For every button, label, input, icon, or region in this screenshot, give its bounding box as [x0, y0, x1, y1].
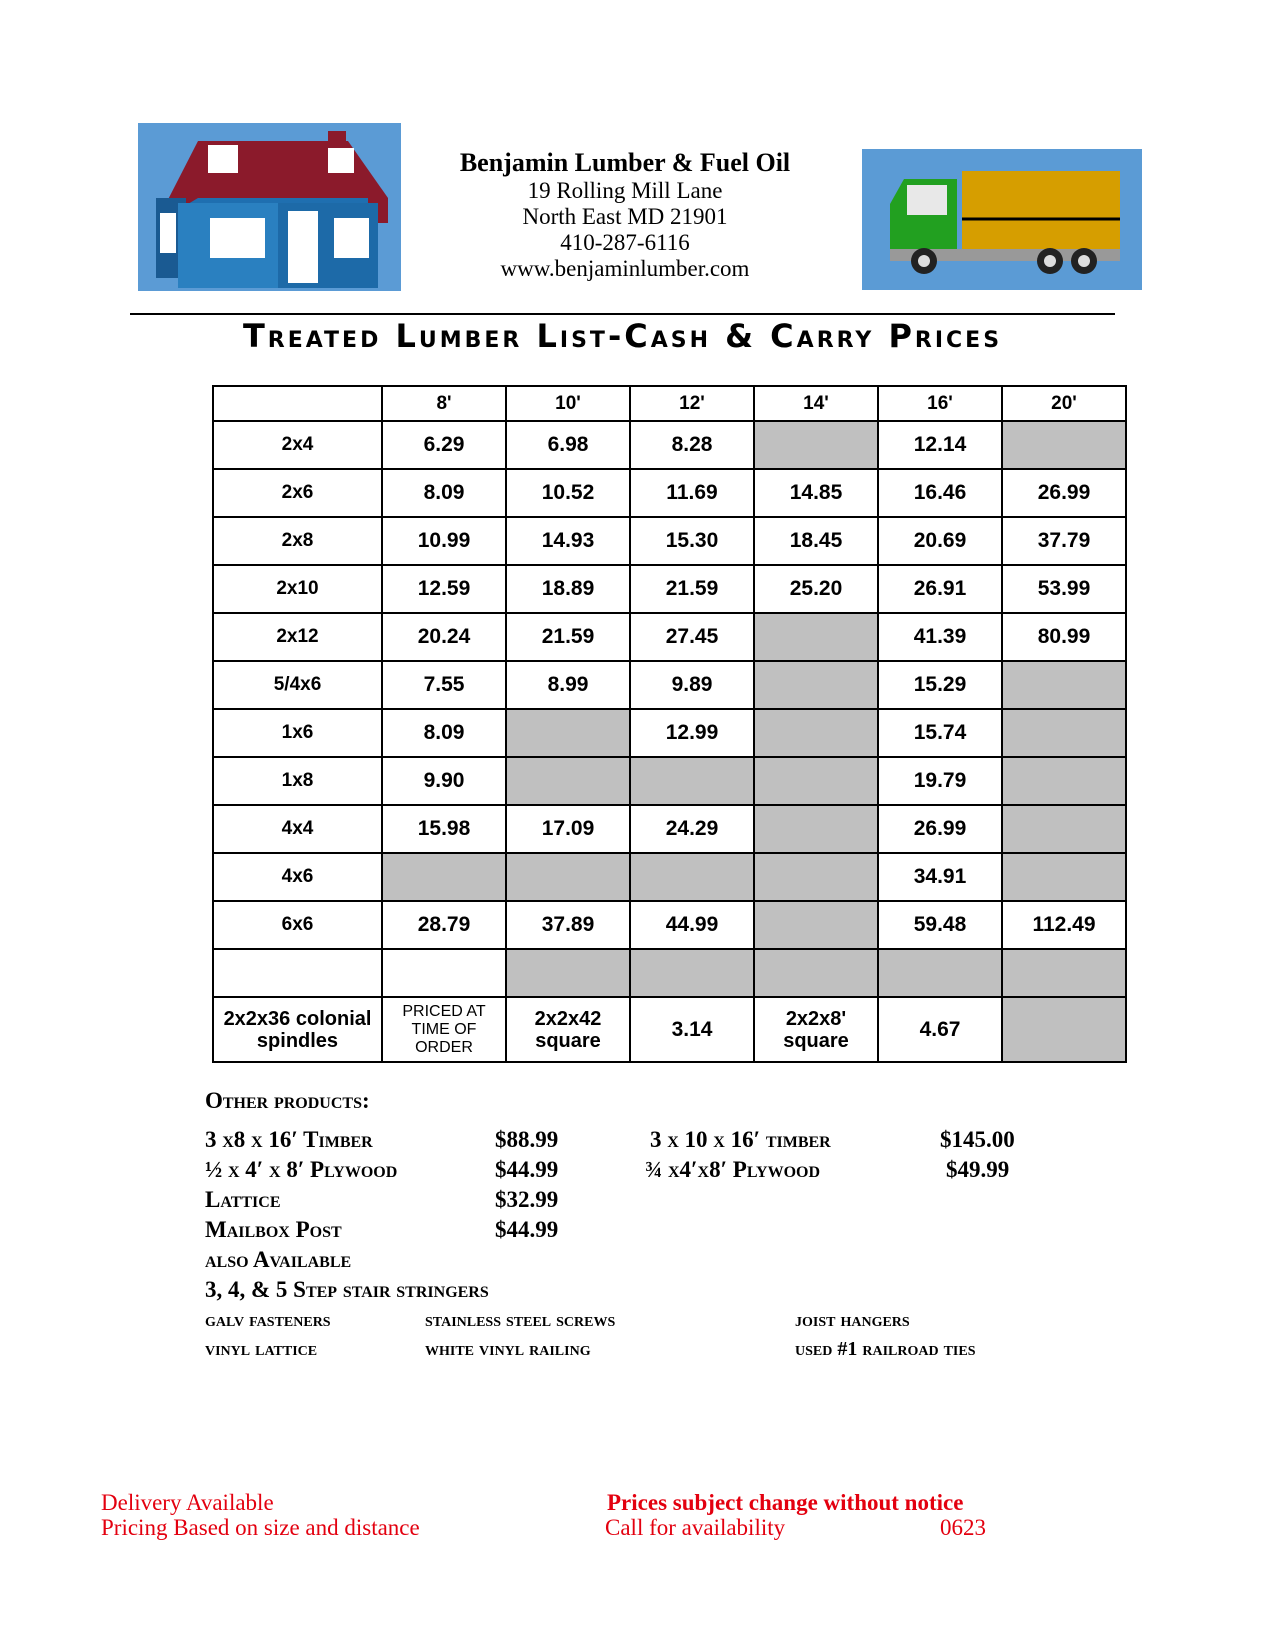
stair-stringers-label: 3, 4, & 5 Step stair stringers — [205, 1277, 489, 1302]
price-cell: 15.30 — [630, 517, 754, 565]
available-item: used #1 railroad ties — [795, 1338, 976, 1360]
table-row — [213, 709, 1126, 757]
price-cell: 10.99 — [382, 517, 506, 565]
price-notice: Prices subject change without notice — [607, 1490, 964, 1515]
price-cell: 9.89 — [630, 661, 754, 709]
price-cell: 27.45 — [630, 613, 754, 661]
table-cell-empty — [1002, 661, 1126, 709]
table-cell-empty — [754, 949, 878, 997]
row-label: 1x6 — [213, 709, 382, 757]
price-cell: 7.55 — [382, 661, 506, 709]
column-header: 8' — [382, 386, 506, 421]
company-website: www.benjaminlumber.com — [500, 256, 750, 281]
availability-note: Call for availability — [605, 1515, 786, 1540]
table-cell-empty — [754, 661, 878, 709]
price-cell: 10.52 — [506, 469, 630, 517]
row-label: 1x8 — [213, 757, 382, 805]
available-item: joist hangers — [795, 1309, 910, 1331]
price-cell: 34.91 — [878, 853, 1002, 901]
price-cell: 8.28 — [630, 421, 754, 469]
price-cell: 9.90 — [382, 757, 506, 805]
table-row — [213, 661, 1126, 709]
also-available-label: also Available — [205, 1247, 352, 1272]
table-cell-empty — [506, 709, 630, 757]
price-cell: 6.98 — [506, 421, 630, 469]
price-cell — [382, 949, 506, 997]
table-cell: 3.14 — [630, 997, 754, 1062]
available-item: vinyl lattice — [205, 1338, 318, 1360]
table-cell-empty — [1002, 421, 1126, 469]
available-item: stainless steel screws — [425, 1309, 616, 1331]
price-cell: 112.49 — [1002, 901, 1126, 949]
table-cell-empty — [1002, 709, 1126, 757]
product-price: $44.99 — [495, 1217, 559, 1242]
price-cell: 41.39 — [878, 613, 1002, 661]
price-cell: 26.99 — [1002, 469, 1126, 517]
price-cell: 53.99 — [1002, 565, 1126, 613]
table-row — [213, 517, 1126, 565]
row-label: 2x8 — [213, 517, 382, 565]
table-row — [213, 805, 1126, 853]
table-cell: PRICED AT TIME OF ORDER — [382, 997, 506, 1062]
price-cell: 37.89 — [506, 901, 630, 949]
available-item: white vinyl railing — [425, 1338, 591, 1360]
available-item: galv fasteners — [205, 1309, 331, 1331]
table-cell-empty — [754, 757, 878, 805]
revision-code: 0623 — [940, 1515, 986, 1540]
price-cell: 21.59 — [506, 613, 630, 661]
table-cell: 2x2x42 square — [506, 997, 630, 1062]
product-price: $145.00 — [940, 1127, 1015, 1152]
row-label: 6x6 — [213, 901, 382, 949]
column-header — [213, 386, 382, 421]
table-row — [213, 565, 1126, 613]
price-cell: 26.91 — [878, 565, 1002, 613]
column-header: 16' — [878, 386, 1002, 421]
price-cell: 14.85 — [754, 469, 878, 517]
table-body — [213, 421, 1126, 997]
price-cell: 11.69 — [630, 469, 754, 517]
company-info — [420, 148, 830, 282]
price-cell: 15.98 — [382, 805, 506, 853]
price-cell: 12.14 — [878, 421, 1002, 469]
product-name: Lattice — [205, 1187, 281, 1212]
price-cell: 12.99 — [630, 709, 754, 757]
product-price: $44.99 — [495, 1157, 559, 1182]
header-divider — [130, 313, 1115, 315]
house-logo-image — [138, 123, 401, 291]
price-cell: 44.99 — [630, 901, 754, 949]
price-cell: 18.45 — [754, 517, 878, 565]
price-cell: 26.99 — [878, 805, 1002, 853]
product-name: 3 x8 x 16′ Timber — [205, 1127, 373, 1152]
row-label: 2x10 — [213, 565, 382, 613]
table-row — [213, 613, 1126, 661]
table-cell-empty — [382, 853, 506, 901]
table-cell-empty — [754, 421, 878, 469]
product-price: $49.99 — [946, 1157, 1010, 1182]
company-address-line1: 19 Rolling Mill Lane — [527, 178, 723, 203]
price-cell: 20.24 — [382, 613, 506, 661]
row-label: 2x4 — [213, 421, 382, 469]
row-label: 5/4x6 — [213, 661, 382, 709]
product-name: ½ x 4′ x 8′ Plywood — [205, 1157, 398, 1182]
price-cell: 6.29 — [382, 421, 506, 469]
row-label — [213, 949, 382, 997]
column-header: 14' — [754, 386, 878, 421]
product-price: $32.99 — [495, 1187, 559, 1212]
price-table — [212, 385, 1127, 1063]
product-name: 3 x 10 x 16′ timber — [650, 1127, 831, 1152]
table-cell-empty — [1002, 853, 1126, 901]
table-cell-empty — [754, 853, 878, 901]
column-header: 10' — [506, 386, 630, 421]
price-cell: 18.89 — [506, 565, 630, 613]
table-cell-empty — [754, 709, 878, 757]
table-cell: 4.67 — [878, 997, 1002, 1062]
table-cell-empty — [1002, 805, 1126, 853]
company-address-line2: North East MD 21901 — [522, 204, 728, 229]
price-cell: 21.59 — [630, 565, 754, 613]
table-cell-empty — [506, 949, 630, 997]
page-title: Treated Lumber List-Cash & Carry Prices — [242, 317, 1003, 355]
price-cell: 8.09 — [382, 709, 506, 757]
row-label: 4x6 — [213, 853, 382, 901]
table-cell-empty — [506, 757, 630, 805]
column-header: 12' — [630, 386, 754, 421]
row-label: 4x4 — [213, 805, 382, 853]
price-cell: 80.99 — [1002, 613, 1126, 661]
table-row — [213, 853, 1126, 901]
table-cell-empty — [1002, 757, 1126, 805]
price-cell: 8.09 — [382, 469, 506, 517]
table-cell-empty — [754, 613, 878, 661]
delivery-note: Delivery Available — [101, 1490, 274, 1515]
company-name: Benjamin Lumber & Fuel Oil — [459, 148, 791, 177]
row-label: 2x2x36 colonial spindles — [213, 997, 382, 1062]
price-cell: 12.59 — [382, 565, 506, 613]
row-label: 2x6 — [213, 469, 382, 517]
table-cell-empty — [1002, 949, 1126, 997]
table-cell-empty — [754, 901, 878, 949]
price-cell: 19.79 — [878, 757, 1002, 805]
price-cell: 8.99 — [506, 661, 630, 709]
table-row — [213, 469, 1126, 517]
table-row — [213, 757, 1126, 805]
price-cell: 16.46 — [878, 469, 1002, 517]
price-cell: 20.69 — [878, 517, 1002, 565]
pricing-note: Pricing Based on size and distance — [101, 1515, 420, 1540]
price-cell: 17.09 — [506, 805, 630, 853]
other-products-heading: Other products: — [205, 1088, 370, 1113]
product-price: $88.99 — [495, 1127, 559, 1152]
table-row — [213, 997, 1126, 1062]
price-cell: 37.79 — [1002, 517, 1126, 565]
company-phone: 410-287-6116 — [560, 230, 690, 255]
table-cell-empty — [1002, 997, 1126, 1062]
price-cell: 14.93 — [506, 517, 630, 565]
row-label: 2x12 — [213, 613, 382, 661]
truck-image — [862, 149, 1142, 290]
table-row — [213, 421, 1126, 469]
price-cell: 25.20 — [754, 565, 878, 613]
table-cell: 2x2x8' square — [754, 997, 878, 1062]
price-cell: 15.74 — [878, 709, 1002, 757]
table-row — [213, 901, 1126, 949]
column-header: 20' — [1002, 386, 1126, 421]
price-cell: 15.29 — [878, 661, 1002, 709]
table-cell-empty — [506, 853, 630, 901]
price-cell: 59.48 — [878, 901, 1002, 949]
product-name: ¾ x4′x8′ Plywood — [645, 1157, 821, 1182]
table-cell-empty — [754, 805, 878, 853]
product-name: Mailbox Post — [205, 1217, 342, 1242]
table-header-row — [213, 386, 1126, 421]
table-row — [213, 949, 1126, 997]
price-cell: 24.29 — [630, 805, 754, 853]
table-cell-empty — [878, 949, 1002, 997]
table-cell-empty — [630, 853, 754, 901]
price-cell: 28.79 — [382, 901, 506, 949]
table-cell-empty — [630, 949, 754, 997]
table-cell-empty — [630, 757, 754, 805]
